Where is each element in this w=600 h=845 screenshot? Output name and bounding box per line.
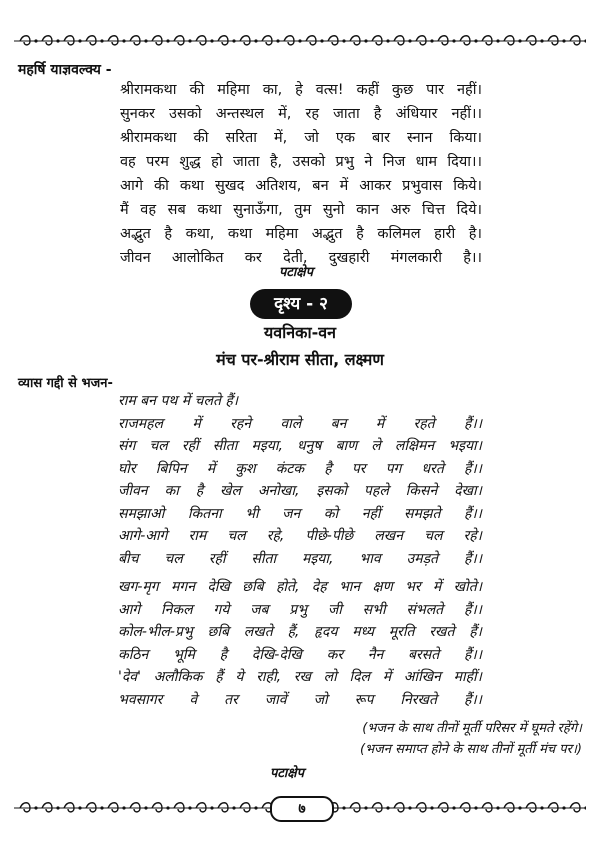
top-ornament-border (14, 34, 586, 48)
bhajan-line: संग चल रहीं सीता मइया, धनुष बाण ले लक्षिमन भइया। (118, 438, 482, 454)
scene-subtitle: मंच पर-श्रीराम सीता, लक्ष्मण (216, 350, 384, 369)
verse-line: मैं वह सब कथा सुनाऊँगा, तुम सुनो कान अरु चित्त दिये। (120, 202, 482, 218)
bhajan-line: राजमहल में रहने वाले बन में रहते हैं।। (118, 415, 482, 432)
curtain-fall-label: पटाक्षेप (279, 265, 314, 280)
verse-line: वह परम शुद्ध हो जाता है, उसको प्रभु ने निज धाम दिया।। (120, 154, 482, 170)
verse-line: श्रीरामकथा की सरिता में, जो एक बार स्नान किया। (120, 130, 482, 146)
bhajan-line: 'देव' अलौकिक हैं ये राही, रख लो दिल में आंखिन माहीं। (118, 669, 482, 685)
bhajan-line: कोल-भील-प्रभु छबि लखते हैं, हृदय मध्य मूरति रखते हैं। (118, 624, 482, 640)
scene-title: यवनिका-वन (263, 323, 337, 342)
stage-direction: (भजन के साथ तीनों मूर्ती परिसर में घूमते रहेंगे। (362, 721, 582, 736)
verse-line: आगे की कथा सुखद अतिशय, बन में आकर प्रभुवास किये। (120, 178, 482, 194)
bhajan-line: आगे निकल गये जब प्रभु जी सभी संभलते हैं।। (118, 601, 482, 618)
verse-line: जीवन आलोकित कर देती, दुखहारी मंगलकारी है।। (120, 250, 482, 266)
bhajan-line: भवसागर वे तर जावें जो रूप निरखते हैं।। (118, 691, 482, 708)
bhajan-stanza-2 (118, 576, 482, 711)
bhajan-stanza-1 (118, 390, 482, 570)
bhajan-line: खग-मृग मगन देखि छबि होते, देह भान क्षण भर में खोते। (118, 579, 482, 595)
verse-line: अद्भुत है कथा, कथा महिमा अद्भुत है कलिमल हारी है। (120, 226, 482, 242)
bhajan-refrain: राम बन पथ में चलते हैं। (118, 393, 239, 409)
verse-line: श्रीरामकथा की महिमा का, हे वत्स! कहीं कुछ पार नहीं। (120, 82, 482, 98)
curtain-fall-label: पटाक्षेप (270, 766, 305, 781)
stage-direction: (भजन समाप्त होने के साथ तीनों मूर्ती मंच पर।) (359, 742, 582, 757)
bhajan-line: समझाओ कितना भी जन को नहीं समझते हैं।। (118, 505, 482, 522)
verse-block-1 (120, 78, 482, 270)
bhajan-label: व्यास गद्दी से भजन- (18, 376, 113, 391)
page-number: ७ (270, 796, 334, 822)
bhajan-line: जीवन का है खेल अनोखा, इसको पहले किसने देखा। (118, 483, 482, 499)
bhajan-line: आगे-आगे राम चल रहे, पीछे-पीछे लखन चल रहे। (118, 528, 482, 544)
bhajan-line: कठिन भूमि है देखि-देखि कर नैन बरसते हैं।। (118, 646, 482, 663)
bhajan-line: घोर बिपिन में कुश कंटक है पर पग धरते हैं।। (118, 460, 482, 477)
bhajan-line: बीच चल रहीं सीता मइया, भाव उमड़ते हैं।। (118, 550, 482, 567)
speaker-name: महर्षि याज्ञवल्क्य - (18, 62, 112, 78)
verse-line: सुनकर उसको अन्तस्थल में, रह जाता है अंधियार नहीं।। (120, 106, 482, 122)
scene-badge: दृश्य - २ (250, 289, 352, 319)
